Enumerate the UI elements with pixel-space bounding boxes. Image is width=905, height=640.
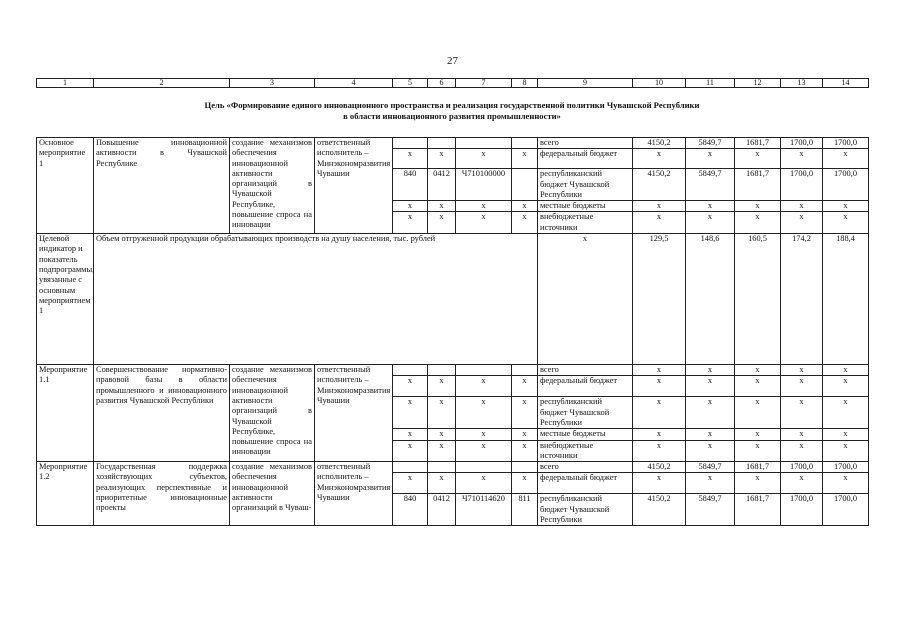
expense-type-cell	[512, 169, 538, 201]
indicator-value-cell: 174,2	[781, 234, 823, 365]
expense-type-cell: x	[512, 397, 538, 429]
indicator-x-cell: x	[538, 234, 633, 365]
table-row	[37, 365, 869, 376]
grbs-code-cell: x	[393, 212, 428, 234]
section-code-cell: x	[428, 201, 456, 212]
amount-cell: x	[633, 397, 686, 429]
funding-source-cell: местные бюджеты	[538, 429, 633, 440]
expense-type-cell: x	[512, 149, 538, 169]
target-article-cell	[456, 365, 512, 376]
amount-cell: x	[735, 376, 781, 397]
amount-cell: 1681,7	[735, 169, 781, 201]
expense-type-cell: x	[512, 473, 538, 494]
funding-source-cell: республиканский бюджет Чувашской Республики	[538, 397, 633, 429]
amount-cell: 1700,0	[823, 169, 869, 201]
amount-cell: x	[633, 376, 686, 397]
section-code-cell: x	[428, 376, 456, 397]
measure-title-cell: Повышение инновационной активности в Чувашской Республике	[94, 138, 230, 234]
amount-cell: x	[735, 149, 781, 169]
amount-cell: x	[686, 149, 735, 169]
section-code-cell: 0412	[428, 169, 456, 201]
amount-cell: x	[735, 473, 781, 494]
measure-name-cell: Мероприятие 1.1	[37, 365, 94, 462]
column-number-14: 14	[823, 79, 869, 88]
amount-cell: x	[735, 212, 781, 234]
amount-cell: 1700,0	[823, 138, 869, 149]
target-article-cell: x	[456, 201, 512, 212]
amount-cell: x	[781, 397, 823, 429]
amount-cell: 1681,7	[735, 494, 781, 526]
amount-cell: x	[633, 149, 686, 169]
amount-cell: x	[823, 440, 869, 462]
expense-type-cell: x	[512, 376, 538, 397]
section-code-cell: x	[428, 429, 456, 440]
column-number-1: 1	[37, 79, 94, 88]
amount-cell: x	[735, 397, 781, 429]
amount-cell: x	[633, 201, 686, 212]
grbs-code-cell	[393, 138, 428, 149]
expense-type-cell	[512, 462, 538, 473]
amount-cell: x	[781, 365, 823, 376]
column-number-7: 7	[456, 79, 512, 88]
expense-type-cell	[512, 138, 538, 149]
amount-cell: 1700,0	[781, 494, 823, 526]
grbs-code-cell: x	[393, 149, 428, 169]
expense-type-cell: x	[512, 429, 538, 440]
target-article-cell: Ч710100000	[456, 169, 512, 201]
measure-title-cell: Совершенствование нормативно-правовой базы в области промышленного и инновационного развития Чувашской Республики	[94, 365, 230, 462]
responsible-executor-cell: ответственный исполнитель – Минэкономразвития Чувашии	[315, 462, 393, 526]
expense-type-cell: x	[512, 212, 538, 234]
column-number-13: 13	[781, 79, 823, 88]
measure-title-cell: Государственная поддержка хозяйствующих субъектов, реализующих перспективные и приоритетные инновационные проекты	[94, 462, 230, 526]
funding-source-cell: федеральный бюджет	[538, 149, 633, 169]
section-code-cell: x	[428, 397, 456, 429]
grbs-code-cell: x	[393, 397, 428, 429]
column-number-10: 10	[633, 79, 686, 88]
amount-cell: x	[735, 201, 781, 212]
expected-result-cell: создание механизмов обеспечения инновационной активности организаций в Чувашской Республике, повышение спроса на инновации	[230, 365, 315, 462]
funding-source-cell: республиканский бюджет Чувашской Республики	[538, 169, 633, 201]
grbs-code-cell: x	[393, 473, 428, 494]
program-table	[36, 137, 869, 526]
expense-type-cell: x	[512, 440, 538, 462]
indicator-value-cell: 129,5	[633, 234, 686, 365]
column-number-4: 4	[315, 79, 393, 88]
amount-cell: x	[686, 212, 735, 234]
table-row	[37, 138, 869, 149]
table-row	[37, 462, 869, 473]
responsible-executor-cell: ответственный исполнитель – Минэкономразвития Чувашии	[315, 138, 393, 234]
section-code-cell	[428, 365, 456, 376]
grbs-code-cell	[393, 462, 428, 473]
amount-cell: x	[823, 212, 869, 234]
funding-source-cell: федеральный бюджет	[538, 376, 633, 397]
amount-cell: x	[823, 201, 869, 212]
amount-cell: x	[735, 365, 781, 376]
indicator-value-cell: 148,6	[686, 234, 735, 365]
grbs-code-cell: x	[393, 201, 428, 212]
amount-cell: 5849,7	[686, 494, 735, 526]
funding-source-cell: всего	[538, 365, 633, 376]
amount-cell: 4150,2	[633, 462, 686, 473]
amount-cell: 1700,0	[781, 462, 823, 473]
expense-type-cell: 811	[512, 494, 538, 526]
amount-cell: x	[781, 473, 823, 494]
section-code-cell: x	[428, 473, 456, 494]
amount-cell: x	[823, 149, 869, 169]
expected-result-cell: создание механизмов обеспечения инновационной активности организаций в Чувашской Республике, повышение спроса на инновации	[230, 138, 315, 234]
funding-source-cell: местные бюджеты	[538, 201, 633, 212]
funding-source-cell: внебюджетные источники	[538, 440, 633, 462]
target-article-cell	[456, 138, 512, 149]
section-code-cell: x	[428, 440, 456, 462]
amount-cell: 1700,0	[823, 462, 869, 473]
indicator-value-cell: 188,4	[823, 234, 869, 365]
funding-source-cell: республиканский бюджет Чувашской Республики	[538, 494, 633, 526]
funding-source-cell: всего	[538, 462, 633, 473]
amount-cell: x	[735, 440, 781, 462]
section-code-cell: 0412	[428, 494, 456, 526]
amount-cell: x	[686, 397, 735, 429]
column-number-8: 8	[512, 79, 538, 88]
amount-cell: x	[823, 397, 869, 429]
target-article-cell: x	[456, 429, 512, 440]
funding-source-cell: внебюджетные источники	[538, 212, 633, 234]
column-number-12: 12	[735, 79, 781, 88]
indicator-value-cell: 160,5	[735, 234, 781, 365]
amount-cell: x	[781, 149, 823, 169]
expense-type-cell: x	[512, 201, 538, 212]
amount-cell: 1700,0	[781, 169, 823, 201]
amount-cell: x	[686, 429, 735, 440]
amount-cell: 4150,2	[633, 494, 686, 526]
amount-cell: 5849,7	[686, 138, 735, 149]
target-article-cell: x	[456, 149, 512, 169]
column-number-5: 5	[393, 79, 428, 88]
target-article-cell: x	[456, 473, 512, 494]
goal-heading	[36, 100, 868, 122]
section-code-cell	[428, 138, 456, 149]
indicator-label-cell: Целевой индикатор и показатель подпрограммы, увязанные с основным мероприятием 1	[37, 234, 94, 365]
grbs-code-cell: x	[393, 376, 428, 397]
target-article-cell	[456, 462, 512, 473]
amount-cell: x	[686, 376, 735, 397]
amount-cell: 4150,2	[633, 169, 686, 201]
column-number-3: 3	[230, 79, 315, 88]
section-code-cell: x	[428, 149, 456, 169]
amount-cell: x	[823, 365, 869, 376]
amount-cell: x	[781, 212, 823, 234]
goal-heading-line-1: Цель «Формирование единого инновационного пространства и реализация государственной политики Чувашской Республики	[204, 100, 700, 110]
amount-cell: 4150,2	[633, 138, 686, 149]
amount-cell: 1700,0	[823, 494, 869, 526]
amount-cell: x	[633, 440, 686, 462]
target-article-cell: x	[456, 397, 512, 429]
column-number-2: 2	[94, 79, 230, 88]
responsible-executor-cell: ответственный исполнитель – Минэкономразвития Чувашии	[315, 365, 393, 462]
grbs-code-cell: x	[393, 429, 428, 440]
amount-cell: x	[633, 212, 686, 234]
page-number: 27	[447, 55, 458, 67]
target-article-cell: Ч710114620	[456, 494, 512, 526]
funding-source-cell: федеральный бюджет	[538, 473, 633, 494]
amount-cell: 1681,7	[735, 138, 781, 149]
amount-cell: x	[781, 201, 823, 212]
amount-cell: 5849,7	[686, 169, 735, 201]
amount-cell: x	[735, 429, 781, 440]
column-number-row	[36, 78, 869, 88]
section-code-cell: x	[428, 212, 456, 234]
amount-cell: x	[781, 429, 823, 440]
goal-heading-line-2: в области инновационного развития промышленности»	[343, 111, 561, 121]
funding-source-cell: всего	[538, 138, 633, 149]
expense-type-cell	[512, 365, 538, 376]
column-number-11: 11	[686, 79, 735, 88]
grbs-code-cell: 840	[393, 169, 428, 201]
amount-cell: x	[633, 429, 686, 440]
amount-cell: x	[823, 376, 869, 397]
expected-result-cell: создание механизмов обеспечения инновационной активности организаций в Чуваш-	[230, 462, 315, 526]
measure-name-cell: Основное мероприятие 1	[37, 138, 94, 234]
amount-cell: x	[686, 201, 735, 212]
amount-cell: x	[823, 473, 869, 494]
indicator-text-cell: Объем отгруженной продукции обрабатывающих производств на душу населения, тыс. рублей	[94, 234, 538, 365]
amount-cell: 1700,0	[781, 138, 823, 149]
amount-cell: x	[823, 429, 869, 440]
amount-cell: 1681,7	[735, 462, 781, 473]
amount-cell: x	[781, 376, 823, 397]
grbs-code-cell: x	[393, 440, 428, 462]
amount-cell: 5849,7	[686, 462, 735, 473]
column-number-9: 9	[538, 79, 633, 88]
indicator-row	[37, 234, 869, 365]
grbs-code-cell: 840	[393, 494, 428, 526]
amount-cell: x	[633, 473, 686, 494]
grbs-code-cell	[393, 365, 428, 376]
column-number-6: 6	[428, 79, 456, 88]
amount-cell: x	[781, 440, 823, 462]
target-article-cell: x	[456, 212, 512, 234]
amount-cell: x	[686, 440, 735, 462]
amount-cell: x	[686, 473, 735, 494]
target-article-cell: x	[456, 440, 512, 462]
amount-cell: x	[633, 365, 686, 376]
target-article-cell: x	[456, 376, 512, 397]
measure-name-cell: Мероприятие 1.2	[37, 462, 94, 526]
amount-cell: x	[686, 365, 735, 376]
section-code-cell	[428, 462, 456, 473]
